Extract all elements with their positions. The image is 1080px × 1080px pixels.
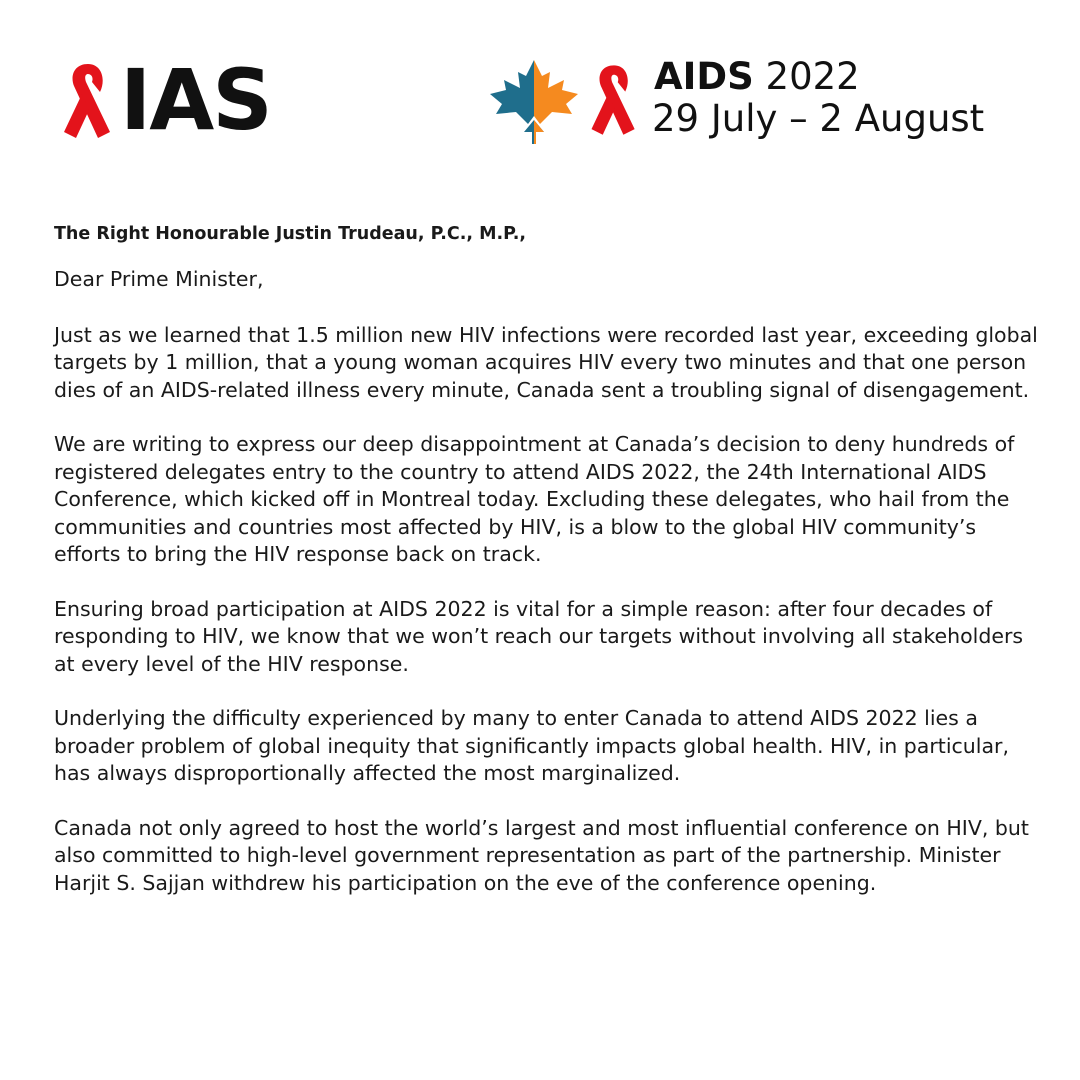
maple-leaf-icon <box>488 58 580 146</box>
conference-year: 2022 <box>765 55 860 98</box>
letter-greeting: Dear Prime Minister, <box>54 267 264 291</box>
letter-paragraph: Ensuring broad participation at AIDS 2022 is vital for a simple reason: after four decades of responding to HIV, we know that we won’t reach our targets without involving all stakeholders at every level of the HIV response. <box>54 596 1024 676</box>
red-ribbon-icon <box>56 60 120 142</box>
letter-body <box>54 222 1044 924</box>
letter-paragraph: Underlying the difficulty experienced by many to enter Canada to attend AIDS 2022 lies a broader problem of global inequity that significantly impacts global health. HIV, in particular, has always disproportionally affected the most marginalized. <box>54 706 1009 785</box>
conference-title <box>654 54 860 100</box>
header <box>0 0 1080 200</box>
red-ribbon-icon <box>584 60 644 140</box>
ias-logo-text: IAS <box>120 51 271 149</box>
letter-paragraph: Just as we learned that 1.5 million new HIV infections were recorded last year, exceeding global targets by 1 million, that a young woman acquires HIV every two minutes and that one person dies of an AIDS-related illness every minute, Canada sent a troubling signal of disengagement. <box>54 322 1038 402</box>
conference-dates: 29 July – 2 August <box>652 97 985 140</box>
ias-logo <box>56 51 296 149</box>
aids-2022-logo <box>488 52 1048 152</box>
letter-paragraph: We are writing to express our deep disappointment at Canada’s decision to deny hundreds of registered delegates entry to the country to attend AIDS 2022, the 24th International AIDS Conference, which kicked off in Montreal today. Excluding these delegates, who hail from the communities and countries most affected by HIV, is a blow to the global HIV community’s efforts to bring the HIV response back on track. <box>54 432 1015 566</box>
letter-addressee: The Right Honourable Justin Trudeau, P.C., M.P., <box>54 224 527 244</box>
letter-paragraph: Canada not only agreed to host the world’s largest and most influential conference on HIV, but also committed to high-level government representation as part of the partnership. Minister Harjit S. Sajjan withdrew his participation on the eve of the conference opening. <box>54 815 1029 895</box>
conference-name: AIDS <box>654 55 754 98</box>
